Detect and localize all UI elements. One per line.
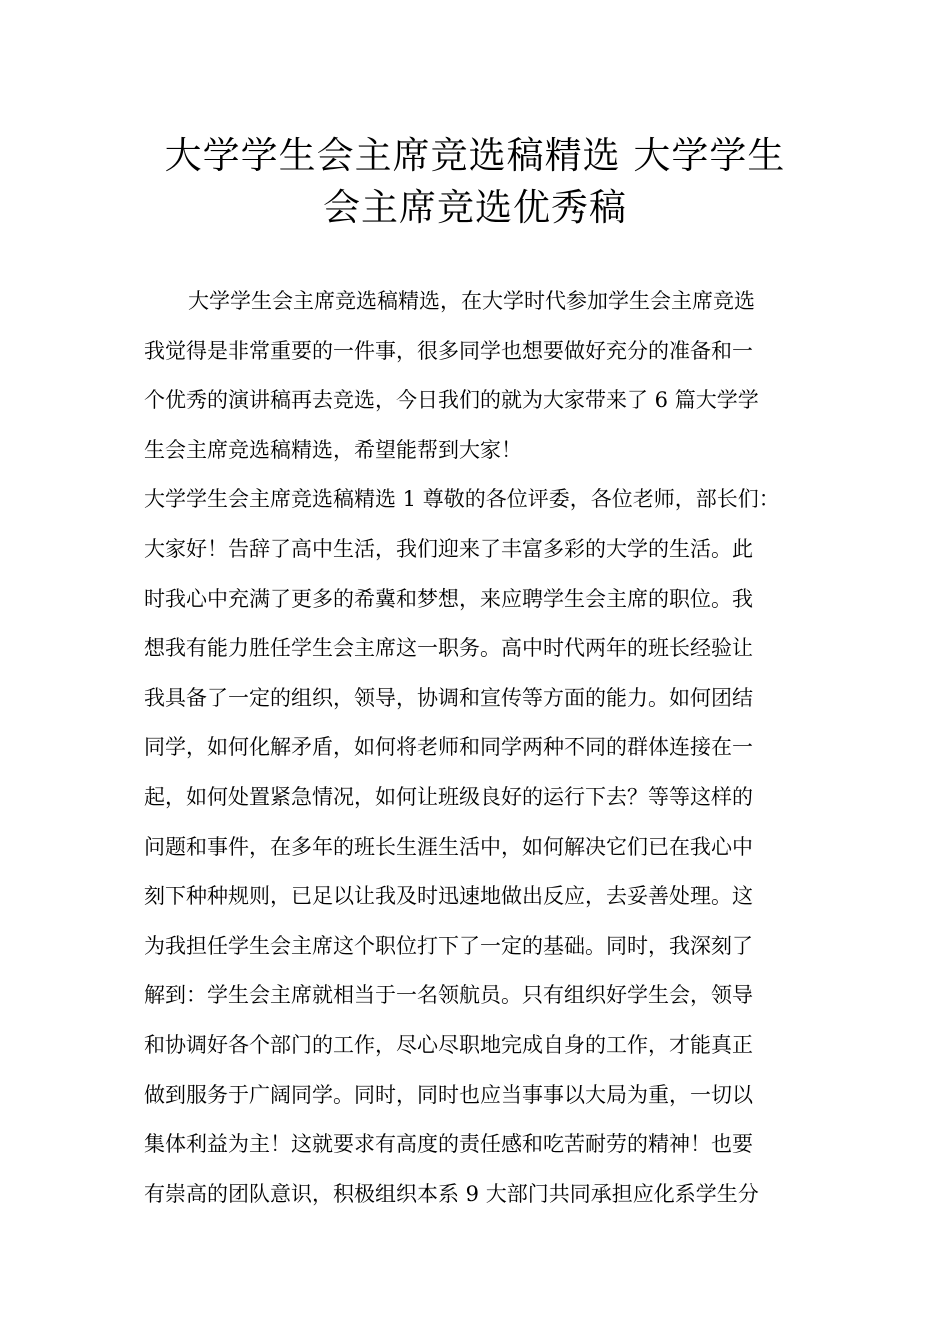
title-line-2: 会主席竞选优秀稿 (323, 186, 627, 229)
body-line: 生会主席竞选稿精选，希望能帮到大家！ (144, 437, 522, 462)
body-line: 我觉得是非常重要的一件事，很多同学也想要做好充分的准备和一 (144, 338, 753, 363)
title-line-1: 大学学生会主席竞选稿精选 大学学生 (164, 134, 786, 177)
body-line: 为我担任学生会主席这个职位打下了一定的基础。同时，我深刻了 (144, 933, 753, 958)
document-title (100, 130, 850, 234)
body-line: 问题和事件，在多年的班长生涯生活中，如何解决它们已在我心中 (144, 834, 753, 859)
body-line: 时我心中充满了更多的希冀和梦想，来应聘学生会主席的职位。我 (144, 586, 753, 611)
body-line: 个优秀的演讲稿再去竞选，今日我们的就为大家带来了 6 篇大学学 (144, 388, 759, 413)
document-body (144, 277, 824, 1219)
body-line: 集体利益为主！这就要求有高度的责任感和吃苦耐劳的精神！也要 (144, 1132, 753, 1157)
body-line: 解到：学生会主席就相当于一名领航员。只有组织好学生会，领导 (144, 983, 753, 1008)
body-line: 大家好！告辞了高中生活，我们迎来了丰富多彩的大学的生活。此 (144, 536, 753, 561)
body-line: 我具备了一定的组织，领导，协调和宣传等方面的能力。如何团结 (144, 685, 753, 710)
body-line: 刻下种种规则，已足以让我及时迅速地做出反应，去妥善处理。这 (144, 884, 753, 909)
body-line: 大学学生会主席竞选稿精选，在大学时代参加学生会主席竞选 (188, 289, 755, 313)
body-line: 做到服务于广阔同学。同时，同时也应当事事以大局为重，一切以 (144, 1082, 753, 1107)
body-line: 和协调好各个部门的工作，尽心尽职地完成自身的工作，才能真正 (144, 1032, 753, 1057)
body-line: 想我有能力胜任学生会主席这一职务。高中时代两年的班长经验让 (144, 636, 753, 661)
body-line: 有崇高的团队意识，积极组织本系 9 大部门共同承担应化系学生分 (144, 1181, 759, 1206)
body-line: 大学学生会主席竞选稿精选 1 尊敬的各位评委，各位老师，部长们： (144, 487, 780, 512)
body-line: 同学，如何化解矛盾，如何将老师和同学两种不同的群体连接在一 (144, 735, 753, 760)
body-line: 起，如何处置紧急情况，如何让班级良好的运行下去？等等这样的 (144, 784, 753, 809)
